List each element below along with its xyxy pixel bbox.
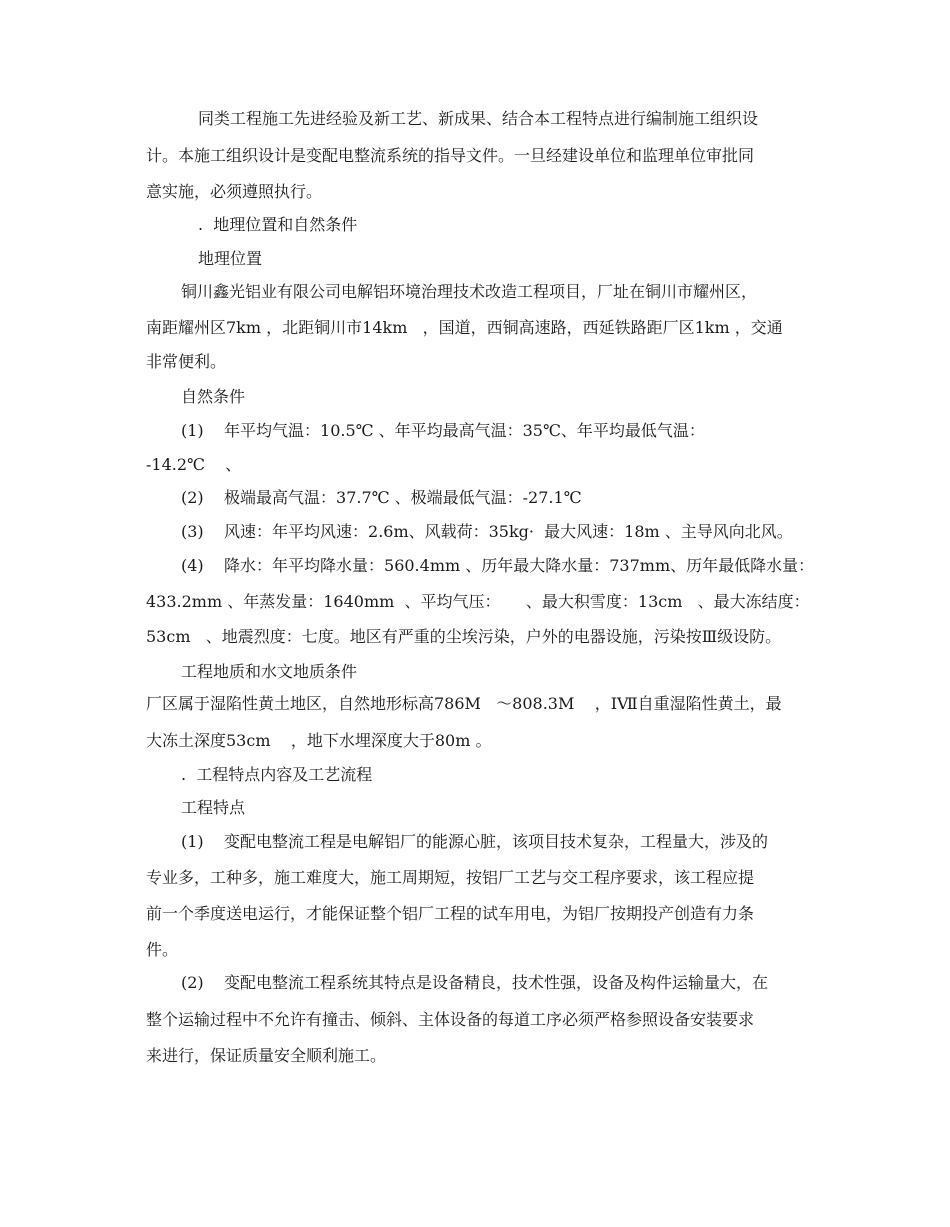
subsection-heading: 自然条件	[181, 387, 246, 406]
list-item-continuation: 专业多，工种多，施工难度大，施工周期短，按铝厂工艺与交工程序要求，该工程应提	[146, 868, 755, 887]
subsection-heading: 工程特点	[181, 798, 246, 817]
list-item-continuation: 整个运输过程中不允许有撞击、倾斜、主体设备的每道工序必须严格参照设备安装要求	[146, 1010, 755, 1029]
paragraph-line: 意实施，必须遵照执行。	[146, 182, 323, 201]
list-item-continuation: -14.2℃ 、	[146, 455, 242, 474]
list-item: (4) 降水：年平均降水量：560.4mm 、历年最大降水量：737mm、历年最低降水量：	[181, 556, 815, 575]
list-item-continuation: 件。	[146, 940, 179, 959]
paragraph-line: 计。本施工组织设计是变配电整流系统的指导文件。一旦经建设单位和监理单位审批同	[146, 146, 755, 165]
subsection-heading: 工程地质和水文地质条件	[181, 662, 358, 681]
paragraph-line: 厂区属于湿陷性黄土地区，自然地形标高786M ～808.3M ，ⅠⅦ自重湿陷性黄土，最	[146, 694, 782, 713]
list-item-continuation: 来进行，保证质量安全顺利施工。	[146, 1046, 387, 1065]
list-item-continuation: 53cm 、地震烈度：七度。地区有严重的尘埃污染，户外的电器设施，污染按Ⅲ级设防。	[146, 627, 782, 646]
list-item: (2) 极端最高气温：37.7℃ 、极端最低气温：-27.1℃	[181, 488, 582, 507]
list-item: (1) 年平均气温：10.5℃ 、年平均最高气温：35℃、年平均最低气温：	[181, 421, 705, 440]
list-item: (1) 变配电整流工程是电解铝厂的能源心脏，该项目技术复杂，工程量大，涉及的	[181, 832, 769, 851]
paragraph-line: 大冻土深度53cm ，地下水埋深度大于80m 。	[146, 731, 492, 750]
list-item-continuation: 前一个季度送电运行，才能保证整个铝厂工程的试车用电，为铝厂按期投产创造有力条	[146, 904, 755, 923]
list-item-continuation: 433.2mm 、年蒸发量：1640mm 、平均气压： 、最大积雪度：13cm 、最大冻结度：	[146, 592, 810, 611]
paragraph-line: 非常便利。	[146, 352, 227, 371]
list-item: (3) 风速：年平均风速：2.6m、风载荷：35kg· 最大风速：18m 、主导风向北风。	[181, 522, 793, 541]
subsection-heading: 地理位置	[198, 249, 263, 268]
section-heading: . 地理位置和自然条件	[198, 215, 358, 234]
list-item: (2) 变配电整流工程系统其特点是设备精良，技术性强，设备及构件运输量大，在	[181, 973, 769, 992]
section-heading: . 工程特点内容及工艺流程	[181, 765, 373, 784]
paragraph-line: 同类工程施工先进经验及新工艺、新成果、结合本工程特点进行编制施工组织设	[198, 109, 759, 128]
paragraph-line: 铜川鑫光铝业有限公司电解铝环境治理技术改造工程项目，厂址在铜川市耀州区，	[181, 282, 758, 301]
paragraph-line: 南距耀州区7km ，北距铜川市14km ，国道，西铜高速路，西延铁路距厂区1km ，交通	[146, 318, 783, 337]
